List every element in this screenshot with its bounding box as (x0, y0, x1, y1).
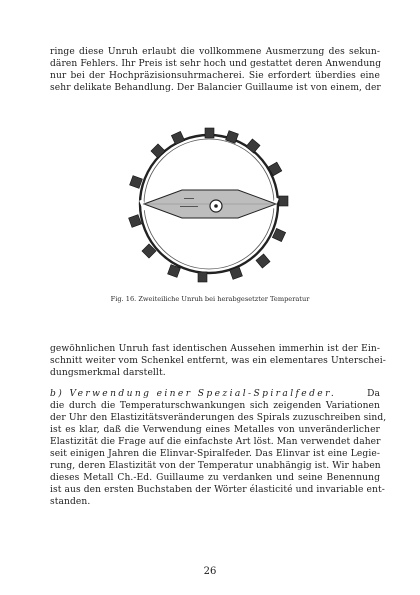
text-line: Elastizität die Frage auf die einfachste Art löst. Man verwendet daher (50, 437, 381, 447)
page-number: 26 (203, 566, 217, 577)
text-line: rung, deren Elastizität von der Temperatur unabhängig ist. Wir haben (50, 461, 381, 471)
section-heading-line (50, 388, 380, 400)
figure-caption: Fig. 16. Zweiteiliche Unruh bei herabgesetzter Temperatur (110, 295, 310, 303)
text-line: sehr delikate Behandlung. Der Balancier Guillaume ist von einem, der (50, 83, 381, 93)
text-line: schnitt weiter vom Schenkel entfernt, was ein elementares Unterschei- (50, 356, 386, 366)
text-line: dären Fehlers. Ihr Preis ist sehr hoch und gestattet deren Anwendung (50, 59, 382, 69)
text-line: standen. (50, 497, 91, 507)
text-line: ist es klar, daß die Verwendung eines Metalles von unveränderlicher (50, 425, 380, 435)
text-line: nur bei der Hochpräzisionsuhrmacherei. Sie erfordert überdies eine (50, 71, 380, 81)
text-line: ringe diese Unruh erlaubt die vollkommene Ausmerzung des sekun- (50, 47, 380, 57)
text-line: die durch die Temperaturschwankungen sich zeigenden Variationen (50, 401, 380, 411)
text-line: dungsmerkmal darstellt. (50, 368, 166, 378)
text-line: dieses Metall Ch.-Ed. Guillaume zu verdanken und seine Benennung (50, 473, 380, 483)
text-line: seit einigen Jahren die Elinvar-Spiralfeder. Das Elinvar ist eine Legie- (50, 449, 380, 459)
balance-wheel-figure (120, 120, 300, 290)
text-line: der Uhr den Elastizitätsveränderungen des Spirals zuzuschreiben sind, (50, 413, 387, 423)
text-line: gewöhnlichen Unruh fast identischen Aussehen immerhin ist der Ein- (50, 344, 380, 354)
section-heading: b) Verwendung einer Spezial-Spiralfeder. (50, 389, 337, 399)
text-line: ist aus den ersten Buchstaben der Wörter élasticité und invariable ent- (50, 485, 385, 495)
heading-tail: Da (367, 389, 380, 399)
